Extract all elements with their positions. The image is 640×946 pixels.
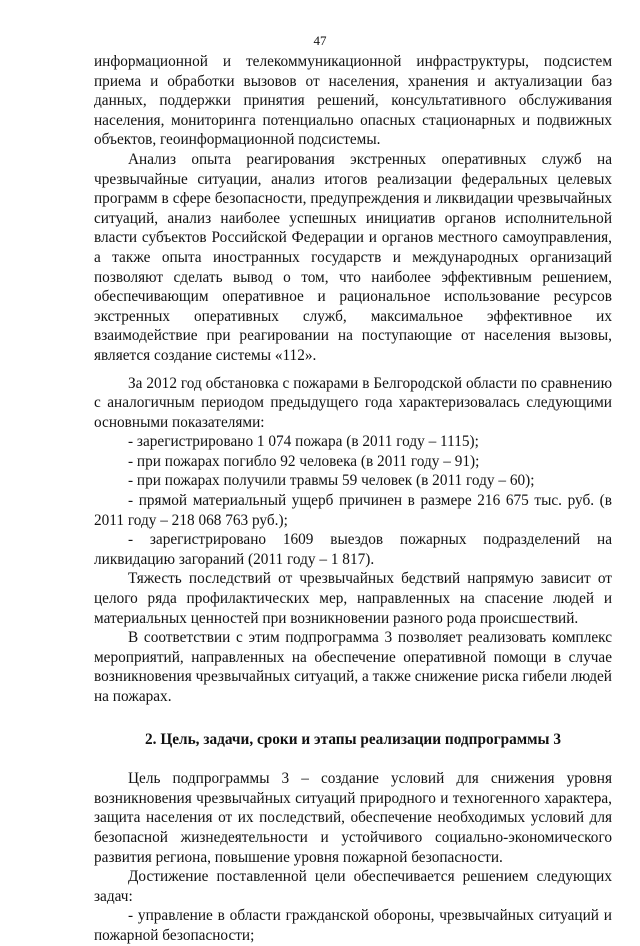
paragraph-goal: Цель подпрограммы 3 – создание условий для снижения уровня возникновения чрезвычайных ситуаций природного и техногенного характера, защита населения от их последствий, обеспечение необходимых условий для безопасной жизнедеятельности и устойчивого социально-экономического развития региона, повышение уровня пожарной безопасности. — [94, 770, 612, 866]
document-body — [94, 52, 612, 946]
paragraph-subprogram: В соответствии с этим подпрограмма 3 позволяет реализовать комплекс мероприятий, направленных на обеспечение оперативной помощи в случае возникновения чрезвычайных ситуаций, а также снижение риска гибели людей на пожарах. — [94, 629, 612, 705]
paragraph-analysis: Анализ опыта реагирования экстренных оперативных служб на чрезвычайные ситуации, анализ итогов реализации федеральных целевых программ в сфере безопасности, предупреждения и ликвидации чрезвычайных ситуаций, анализ наиболее успешных инициатив органов исполнительной власти субъектов Российской Федерации и органов местного самоуправления, а также опыта иностранных государств и международных организаций позволяют сделать вывод о том, что наиболее эффективным решением, обеспечивающим оперативное и рациональное использование ресурсов экстренных оперативных служб, максимальное эффективное их взаимодействие при реагировании на поступающие от населения вызовы, является создание системы «112». — [94, 150, 612, 364]
paragraph-infrastructure: информационной и телекоммуникационной инфраструктуры, подсистем приема и обработки вызовов от населения, хранения и актуализации баз данных, поддержки принятия решений, консультативного обслуживания населения, мониторинга потенциально опасных стационарных и подвижных объектов, геоинформационной подсистемы. — [94, 53, 612, 149]
list-item-injuries: - при пожарах получили травмы 59 человек (в 2011 году – 60); — [128, 472, 535, 490]
list-item-task-management: - управление в области гражданской обороны, чрезвычайных ситуаций и пожарной безопасности; — [94, 907, 612, 944]
section-heading: 2. Цель, задачи, сроки и этапы реализации подпрограммы 3 — [145, 730, 561, 748]
page-number: 47 — [313, 33, 327, 48]
paragraph-fires-2012: За 2012 год обстановка с пожарами в Белгородской области по сравнению с аналогичным периодом предыдущего года характеризовалась следующими основными показателями: — [94, 374, 612, 431]
list-item-fires-registered: - зарегистрировано 1 074 пожара (в 2011 году – 1115); — [128, 433, 479, 451]
list-item-deaths: - при пожарах погибло 92 человека (в 2011 году – 91); — [128, 452, 480, 470]
list-item-damage: - прямой материальный ущерб причинен в размере 216 675 тыс. руб. (в 2011 году – 218 068 763 руб.); — [94, 492, 612, 529]
list-item-departures: - зарегистрировано 1609 выездов пожарных подразделений на ликвидацию загораний (2011 году – 1 817). — [94, 531, 612, 568]
paragraph-tasks-intro: Достижение поставленной цели обеспечивается решением следующих задач: — [94, 868, 612, 905]
paragraph-severity: Тяжесть последствий от чрезвычайных бедствий напрямую зависит от целого ряда профилактических мер, направленных на спасение людей и материальных ценностей при возникновении разного рода происшествий. — [94, 570, 612, 627]
